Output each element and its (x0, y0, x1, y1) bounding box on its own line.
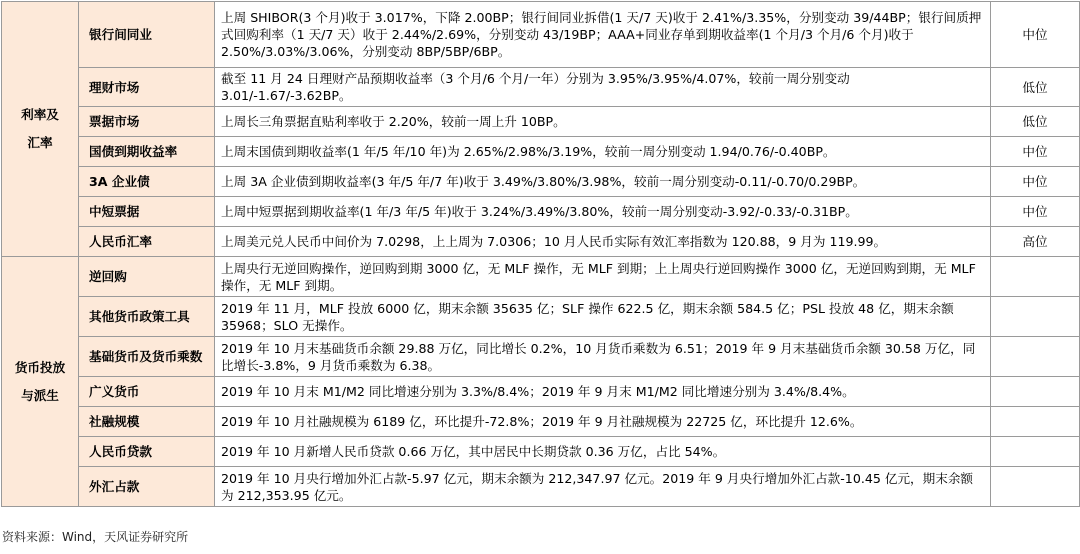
table-row (2, 377, 1080, 407)
item-name: 广义货币 (79, 377, 215, 407)
item-description: 上周中短票据到期收益率(1 年/3 年/5 年)收于 3.24%/3.49%/3.80%，较前一周分别变动-3.92/-0.33/-0.31BP。 (215, 197, 991, 227)
table-row (2, 167, 1080, 197)
category-label-line: 汇率 (27, 135, 53, 150)
level-cell: 中位 (991, 2, 1080, 68)
item-name: 人民币贷款 (79, 437, 215, 467)
table-row (2, 257, 1080, 297)
item-name: 基础货币及货币乘数 (79, 337, 215, 377)
table-row (2, 107, 1080, 137)
item-description: 上周央行无逆回购操作，逆回购到期 3000 亿，无 MLF 操作，无 MLF 到期；上上周央行逆回购操作 3000 亿，无逆回购到期，无 MLF 操作，无 MLF 到期。 (215, 257, 991, 297)
item-name: 票据市场 (79, 107, 215, 137)
item-name: 其他货币政策工具 (79, 297, 215, 337)
item-name: 中短票据 (79, 197, 215, 227)
indicator-table (1, 1, 1080, 507)
table-row (2, 337, 1080, 377)
item-name: 3A 企业债 (79, 167, 215, 197)
table-row (2, 197, 1080, 227)
level-cell: 低位 (991, 107, 1080, 137)
category-label-line: 货币投放 (14, 359, 66, 375)
level-cell (991, 407, 1080, 437)
item-description: 2019 年 10 月末 M1/M2 同比增速分别为 3.3%/8.4%；2019 年 9 月末 M1/M2 同比增速分别为 3.4%/8.4%。 (215, 377, 991, 407)
item-description: 2019 年 10 月新增人民币贷款 0.66 万亿，其中居民中长期贷款 0.36 万亿，占比 54%。 (215, 437, 991, 467)
item-description: 2019 年 10 月社融规模为 6189 亿，环比提升-72.8%；2019 年 9 月社融规模为 22725 亿，环比提升 12.6%。 (215, 407, 991, 437)
level-cell (991, 467, 1080, 507)
item-description: 截至 11 月 24 日理财产品预期收益率（3 个月/6 个月/一年）分别为 3.95%/3.95%/4.07%，较前一周分别变动 3.01/-1.67/-3.62BP。 (215, 68, 991, 107)
table-row (2, 437, 1080, 467)
item-name: 理财市场 (79, 68, 215, 107)
source-note: 资料来源：Wind，天风证券研究所 (2, 530, 189, 544)
level-cell (991, 377, 1080, 407)
level-cell (991, 257, 1080, 297)
level-cell: 中位 (991, 167, 1080, 197)
item-description: 2019 年 10 月末基础货币余额 29.88 万亿，同比增长 0.2%，10 月货币乘数为 6.51；2019 年 9 月末基础货币余额 30.58 万亿，同比增长-3.8%，9 月货币乘数为 6.38。 (215, 337, 991, 377)
table-row (2, 137, 1080, 167)
table-row (2, 407, 1080, 437)
item-description: 2019 年 11 月，MLF 投放 6000 亿，期末余额 35635 亿；SLF 操作 622.5 亿，期末余额 584.5 亿；PSL 投放 48 亿，期末余额 35968；SLO 无操作。 (215, 297, 991, 337)
item-name: 人民币汇率 (79, 227, 215, 257)
level-cell (991, 337, 1080, 377)
item-description: 上周末国债到期收益率(1 年/5 年/10 年)为 2.65%/2.98%/3.19%，较前一周分别变动 1.94/0.76/-0.40BP。 (215, 137, 991, 167)
table-row (2, 297, 1080, 337)
item-description: 上周 SHIBOR(3 个月)收于 3.017%，下降 2.00BP；银行间同业拆借(1 天/7 天)收于 2.41%/3.35%，分别变动 39/44BP；银行间质押式回购利率（1 天/7 天）收于 2.44%/2.69%，分别变动 43/19BP；AAA+同业存单到期收益率(1 个月/3 个月/6 个月)收于 2.50%/3.03%/3.06%，分别变动 8BP/5BP/6BP。 (215, 2, 991, 68)
table-row (2, 2, 1080, 68)
category-cell (2, 257, 79, 507)
level-cell: 中位 (991, 197, 1080, 227)
table-row (2, 68, 1080, 107)
table-row (2, 467, 1080, 507)
level-cell: 低位 (991, 68, 1080, 107)
category-label-line: 与派生 (21, 387, 59, 403)
item-name: 国债到期收益率 (79, 137, 215, 167)
table-row (2, 227, 1080, 257)
category-label-line: 利率及 (21, 107, 59, 122)
level-cell: 中位 (991, 137, 1080, 167)
item-description: 上周 3A 企业债到期收益率(3 年/5 年/7 年)收于 3.49%/3.80%/3.98%，较前一周分别变动-0.11/-0.70/0.29BP。 (215, 167, 991, 197)
level-cell (991, 437, 1080, 467)
level-cell (991, 297, 1080, 337)
item-description: 上周美元兑人民币中间价为 7.0298，上上周为 7.0306；10 月人民币实际有效汇率指数为 120.88，9 月为 119.99。 (215, 227, 991, 257)
item-name: 银行间同业 (79, 2, 215, 68)
item-description: 2019 年 10 月央行增加外汇占款-5.97 亿元，期末余额为 212,347.97 亿元。2019 年 9 月央行增加外汇占款-10.45 亿元，期末余额为 212,353.95 亿元。 (215, 467, 991, 507)
level-cell: 高位 (991, 227, 1080, 257)
category-cell (2, 2, 79, 257)
item-name: 外汇占款 (79, 467, 215, 507)
item-name: 逆回购 (79, 257, 215, 297)
item-name: 社融规模 (79, 407, 215, 437)
item-description: 上周长三角票据直贴利率收于 2.20%，较前一周上升 10BP。 (215, 107, 991, 137)
